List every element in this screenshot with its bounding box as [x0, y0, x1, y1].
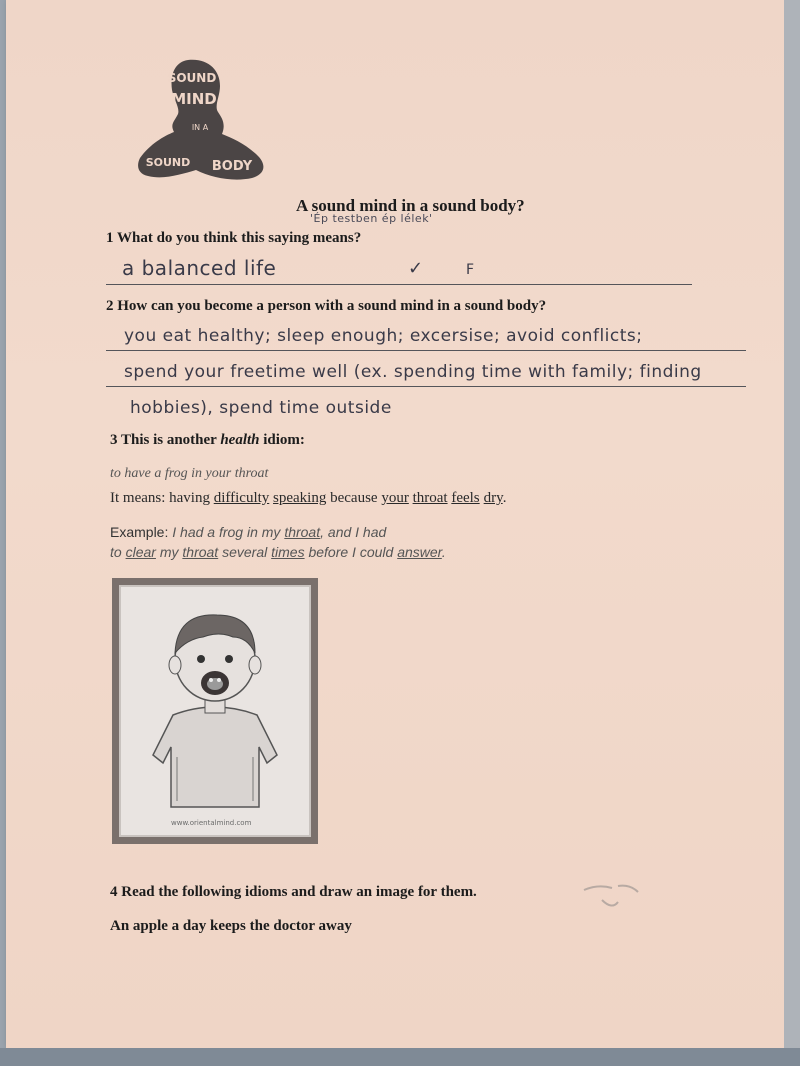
example-text-2h: answer — [397, 544, 442, 560]
q2-rule-2 — [106, 386, 746, 387]
meaning-word-speaking: speaking — [273, 490, 327, 506]
example-text-1b: throat — [284, 524, 321, 540]
q1-prompt: 1 What do you think this saying means? — [106, 230, 362, 246]
example-text-1c: , and I had — [320, 524, 387, 540]
q1-grade-mark: F — [466, 262, 475, 278]
q2-answer-line-2: spend your freetime well (ex. spending time with family; finding — [124, 362, 702, 382]
logo-word-sound: SOUND — [167, 71, 217, 85]
meaning-word-feels: feels — [451, 490, 480, 506]
example-text-2e: several — [222, 544, 268, 560]
background-right — [784, 0, 800, 1048]
logo-word-body: BODY — [211, 159, 253, 174]
q2-prompt: 2 How can you become a person with a sound mind in a sound body? — [106, 298, 547, 314]
logo-word-in-a: IN A — [191, 123, 209, 132]
picture-inner — [119, 585, 311, 837]
q3-prompt-prefix: 3 This is another — [110, 432, 217, 448]
example-label: Example: — [110, 524, 169, 540]
frog-in-throat-picture — [112, 578, 318, 844]
q3-prompt-suffix: idiom: — [263, 432, 305, 448]
q3-idiom: to have a frog in your throat — [110, 466, 269, 481]
q1-handwritten-note: 'Ép testben ép lélek' — [310, 212, 433, 225]
example-text-2g: before I could — [308, 544, 394, 560]
logo-word-mind: MIND — [171, 90, 217, 108]
worksheet-page — [6, 0, 784, 1048]
q3-meaning: It means: having difficulty speaking because your throat feels dry. — [110, 490, 507, 506]
q3-example-line-1 — [110, 524, 386, 540]
q2-answer-line-1: you eat healthy; sleep enough; excersise; avoid conflicts; — [124, 326, 643, 346]
meaning-word-dry: dry — [483, 490, 503, 506]
faint-marks — [578, 880, 648, 920]
q1-check-mark: ✓ — [408, 258, 424, 279]
example-text-2d: throat — [182, 544, 219, 560]
worksheet-title: A sound mind in a sound body? — [296, 196, 525, 215]
meaning-word-because: because — [330, 490, 378, 506]
picture-credit: www.orientalmind.com — [171, 819, 252, 827]
example-text-2f: times — [271, 544, 305, 560]
meaning-word-difficulty: difficulty — [213, 490, 270, 506]
example-text-2b: clear — [125, 544, 156, 560]
q4-idiom-1: An apple a day keeps the doctor away — [110, 918, 352, 934]
q1-answer: a balanced life — [122, 256, 277, 280]
sound-mind-logo — [134, 52, 270, 192]
example-text-1a: I had a frog in my — [172, 524, 281, 540]
example-text-2a: to — [110, 544, 122, 560]
background-bottom — [0, 1048, 800, 1066]
q3-example-line-2 — [110, 544, 446, 560]
meaning-word-throat: throat — [412, 490, 448, 506]
meaning-prefix: It means: having — [110, 490, 210, 506]
q3-prompt — [110, 432, 305, 449]
q2-rule-1 — [106, 350, 746, 351]
meaning-word-your: your — [381, 490, 409, 506]
q3-prompt-word: health — [220, 432, 260, 448]
example-text-2c: my — [159, 544, 179, 560]
q4-prompt: 4 Read the following idioms and draw an image for them. — [110, 884, 477, 900]
logo-word-sound-2: SOUND — [145, 156, 191, 169]
q1-answer-line — [106, 284, 692, 285]
example-text-2i: . — [441, 544, 446, 560]
q2-answer-line-3: hobbies), spend time outside — [130, 398, 392, 418]
